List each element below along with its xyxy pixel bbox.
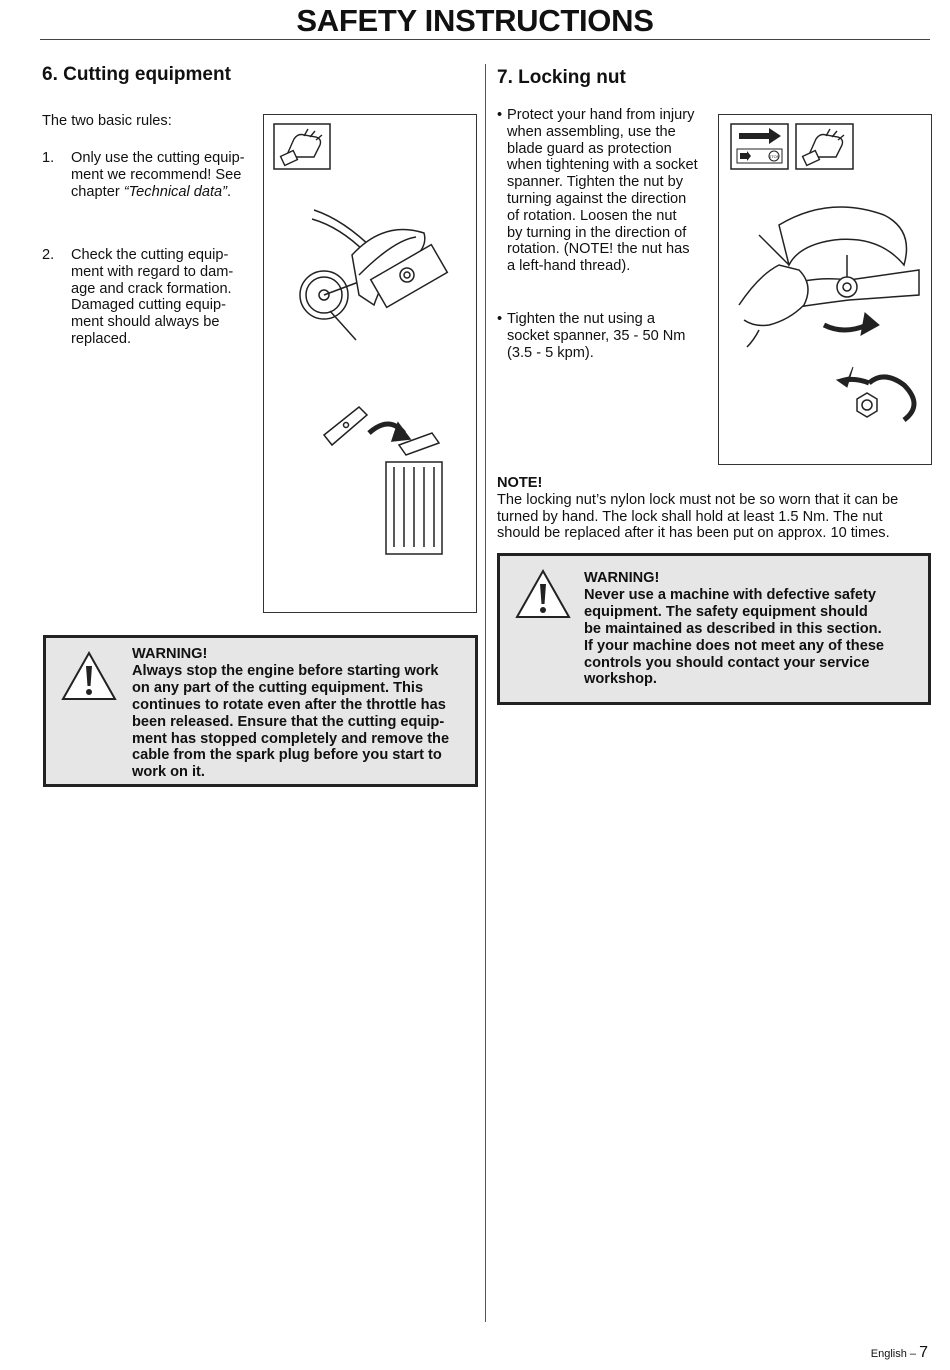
warning-triangle-icon: [60, 650, 118, 702]
warning-line: Never use a machine with defective safety: [584, 586, 877, 603]
note-line: should be replaced after it has been put on approx. 10 times.: [497, 525, 890, 542]
section-heading-cutting-equipment: 6. Cutting equipment: [42, 64, 231, 85]
bullet-line: turning against the direction: [507, 190, 687, 207]
page-number: 7: [919, 1344, 928, 1361]
warning-line: equipment. The safety equipment should: [584, 603, 868, 620]
warning-box-cutting: [43, 635, 478, 787]
warning-title: WARNING!: [132, 646, 208, 662]
trimmer-head-drawing: [300, 210, 447, 340]
illustration-drawing: [264, 115, 476, 612]
bullet-item-2: [497, 311, 712, 361]
discard-blade-drawing: [324, 407, 442, 554]
warning-line: on any part of the cutting equipment. This: [132, 679, 424, 696]
bullet-line: when tightening with a socket: [507, 157, 698, 174]
page-title: SAFETY INSTRUCTIONS: [296, 3, 654, 38]
glove-icon: [274, 124, 330, 169]
bullet-text: [507, 311, 685, 361]
note-title: NOTE!: [497, 475, 543, 491]
warning-line: Always stop the engine before starting work: [132, 662, 439, 679]
warning-line: workshop.: [584, 671, 657, 688]
glove-icon: [796, 124, 853, 169]
illustration-drawing: [719, 115, 931, 464]
note-block: [497, 475, 927, 542]
warning-line: work on it.: [132, 764, 205, 781]
rule-number: 2.: [42, 247, 55, 263]
locking-nut-illustration: [718, 114, 932, 465]
bullet-line: by turning in the direction of: [507, 224, 687, 241]
bullet-line: (3.5 - 5 kpm).: [507, 344, 594, 361]
warning-line: ment has stopped completely and remove the: [132, 730, 450, 747]
stop-label: STOP: [768, 154, 780, 159]
section-heading-locking-nut: 7. Locking nut: [497, 67, 626, 88]
cutting-equipment-illustration: [263, 114, 477, 613]
rule-line: ment should always be: [71, 314, 220, 331]
footer-language: English –: [870, 1348, 917, 1360]
bullet-item-1: [497, 107, 712, 275]
warning-text: [132, 646, 472, 781]
warning-line: If your machine does not meet any of these: [584, 637, 885, 654]
rule-line: Only use the cutting equip-: [71, 150, 245, 166]
rule-line: [71, 184, 245, 201]
warning-title: WARNING!: [584, 570, 660, 586]
column-divider: [485, 64, 486, 1322]
intro-text: The two basic rules:: [42, 113, 172, 129]
rule-text: [71, 247, 233, 348]
rule-item-1: [42, 150, 262, 200]
bullet-symbol: •: [497, 107, 503, 123]
warning-text: [584, 570, 924, 688]
rule-line: ment we recommend! See: [71, 166, 242, 183]
note-line: The locking nut’s nylon lock must not be so worn that it can be: [497, 491, 899, 508]
bullet-line: blade guard as protection: [507, 140, 672, 157]
rule-text: [71, 150, 245, 200]
page-footer: [871, 1343, 928, 1364]
warning-line: cable from the spark plug before you start to: [132, 747, 442, 764]
bullet-line: spanner. Tighten the nut by: [507, 174, 684, 191]
rule-item-2: [42, 247, 262, 348]
rule-line: age and crack formation.: [71, 280, 232, 297]
warning-line: controls you should contact your service: [584, 654, 870, 671]
title-rule: [40, 39, 930, 40]
bullet-line: when assembling, use the: [507, 123, 676, 140]
rule-line-suffix: .: [227, 183, 232, 200]
rule-line: Check the cutting equip-: [71, 247, 229, 263]
bullet-line: Tighten the nut using a: [507, 311, 655, 327]
bullet-line: of rotation. Loosen the nut: [507, 207, 677, 224]
rule-number: 1.: [42, 150, 55, 166]
rule-line: replaced.: [71, 330, 132, 347]
rule-line: ment with regard to dam-: [71, 263, 234, 280]
warning-line: be maintained as described in this section.: [584, 620, 882, 637]
bullet-line: rotation. (NOTE! the nut has: [507, 241, 690, 258]
socket-spanner-drawing: [739, 207, 919, 420]
note-line: turned by hand. The lock shall hold at least 1.5 Nm. The nut: [497, 508, 883, 525]
bullet-line: socket spanner, 35 - 50 Nm: [507, 327, 686, 344]
bullet-text: [507, 107, 698, 275]
warning-line: been released. Ensure that the cutting equip-: [132, 713, 445, 730]
warning-line: continues to rotate even after the throttle has: [132, 696, 446, 713]
rule-line: Damaged cutting equip-: [71, 297, 226, 314]
technical-data-reference: “Technical data”: [123, 183, 228, 200]
rule-line-prefix: chapter: [71, 183, 124, 200]
warning-triangle-icon: [514, 568, 572, 620]
warning-box-safety-equipment: [497, 553, 931, 705]
stop-engine-icon: [731, 124, 788, 169]
bullet-line: Protect your hand from injury: [507, 107, 695, 123]
bullet-line: a left-hand thread).: [507, 258, 631, 275]
bullet-symbol: •: [497, 311, 503, 327]
